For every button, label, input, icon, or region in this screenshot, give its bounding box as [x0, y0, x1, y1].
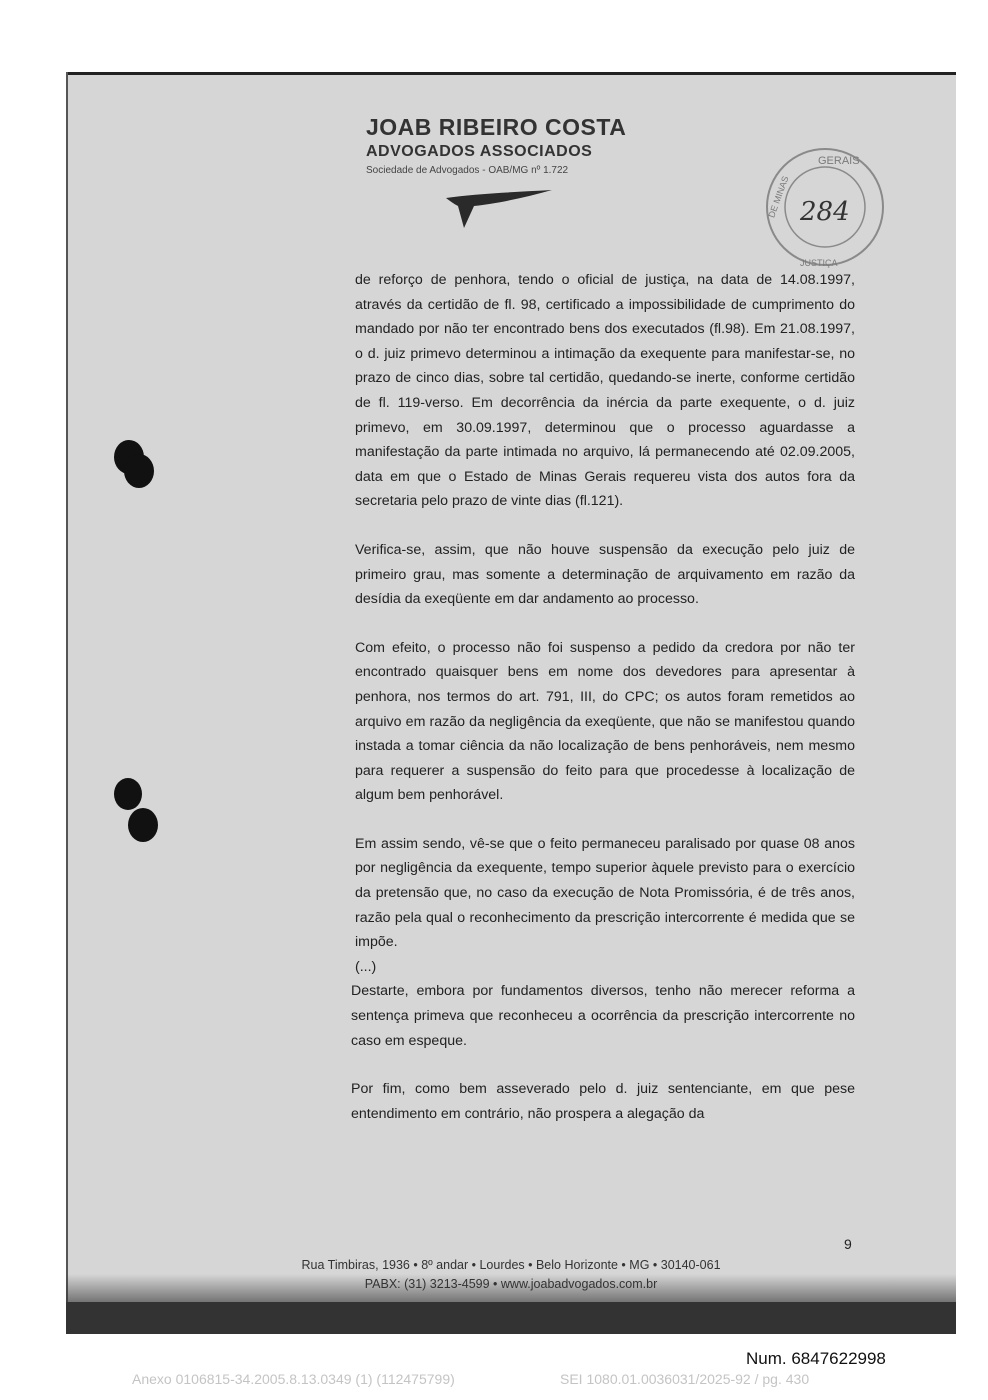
body-paragraph: Verifica-se, assim, que não houve suspensão da execução pelo juiz de primeiro grau, mas somente a determinação de arquivamento em razão da desídia da exeqüente em dar andamento ao processo.	[355, 541, 855, 608]
handwritten-folio-number: 284	[800, 197, 850, 227]
document-number: Num. 6847622998	[746, 1349, 886, 1368]
body-paragraph: de reforço de penhora, tendo o oficial de justiça, na data de 14.08.1997, através da certidão de fl. 98, certificado a impossibilidade de cumprimento do mandado por não ter encontrado bens dos executados (fl.98). Em 21.08.1997, o d. juiz primevo determinou a intimação da exequente para manifestar-se, no prazo de cinco dias, sobre tal certidão, quedando-se inerte, conforme certidão de fl. 119-verso. Em decorrência da inércia da parte exequente, o d. juiz primevo, em 30.09.1997, determinou que o processo aguardasse a manifestação da parte intimada no arquivo, lá permanecendo até 02.09.2005, data em que o Estado de Minas Gerais requereu vista dos autos fora da secretaria pelo prazo de vinte dias (fl.121).	[355, 272, 855, 510]
firm-logo-icon	[444, 190, 554, 230]
stamp-bottom-text: JUSTIÇA	[800, 258, 838, 268]
firm-registration: Sociedade de Advogados - OAB/MG nº 1.722	[366, 165, 569, 176]
punch-hole	[128, 808, 158, 842]
punch-hole	[124, 454, 154, 488]
page-number: 9	[844, 1236, 852, 1252]
body-paragraph: Com efeito, o processo não foi suspenso a pedido da credora por não ter encontrado quaisquer bens em nome dos devedores para apresentar à penhora, nos termos do art. 791, III, do CPC; os autos foram remetidos ao arquivo em razão da negligência da exeqüente, que não se manifestou quando instada a tomar ciência da não localização de bens penhoráveis, nem mesmo para requerer a suspensão do feito para que procedesse à localização de algum bem penhorável.	[355, 639, 855, 804]
scanned-page	[66, 72, 956, 1334]
sei-label: SEI 1080.01.0036031/2025-92 / pg. 430	[560, 1371, 810, 1387]
footer-bar	[66, 1302, 956, 1334]
letterhead	[366, 114, 666, 176]
body-paragraph: Destarte, embora por fundamentos diversos, tenho não merecer reforma a sentença primeva que reconheceu a ocorrência da prescrição intercorrente no caso em espeque.	[351, 983, 855, 1049]
stamp-top-text: GERAIS	[818, 155, 860, 167]
document-body	[351, 268, 855, 1150]
firm-name: JOAB RIBEIRO COSTA	[366, 114, 627, 140]
annex-label: Anexo 0106815-34.2005.8.13.0349 (1) (112475799)	[132, 1371, 455, 1387]
scan-edge	[66, 72, 68, 1334]
stamp-side-text: DE MINAS	[766, 174, 791, 220]
court-seal-stamp	[760, 142, 890, 272]
omission-marker: (...)	[355, 958, 377, 975]
punch-hole	[114, 778, 142, 810]
footer-address: Rua Timbiras, 1936 • 8º andar • Lourdes • Belo Horizonte • MG • 30140-061	[301, 1258, 721, 1272]
firm-subtitle: ADVOGADOS ASSOCIADOS	[366, 143, 593, 160]
body-paragraph: Em assim sendo, vê-se que o feito permaneceu paralisado por quase 08 anos por negligência da exequente, tempo superior àquele previsto para o exercício da pretensão que, no caso da execução de Nota Promissória, é de três anos, razão pela qual o reconhecimento da prescrição intercorrente é medida que se impõe.	[355, 835, 855, 951]
body-paragraph: Por fim, como bem asseverado pelo d. juiz sentenciante, em que pese entendimento em contrário, não prospera a alegação da	[351, 1081, 855, 1122]
